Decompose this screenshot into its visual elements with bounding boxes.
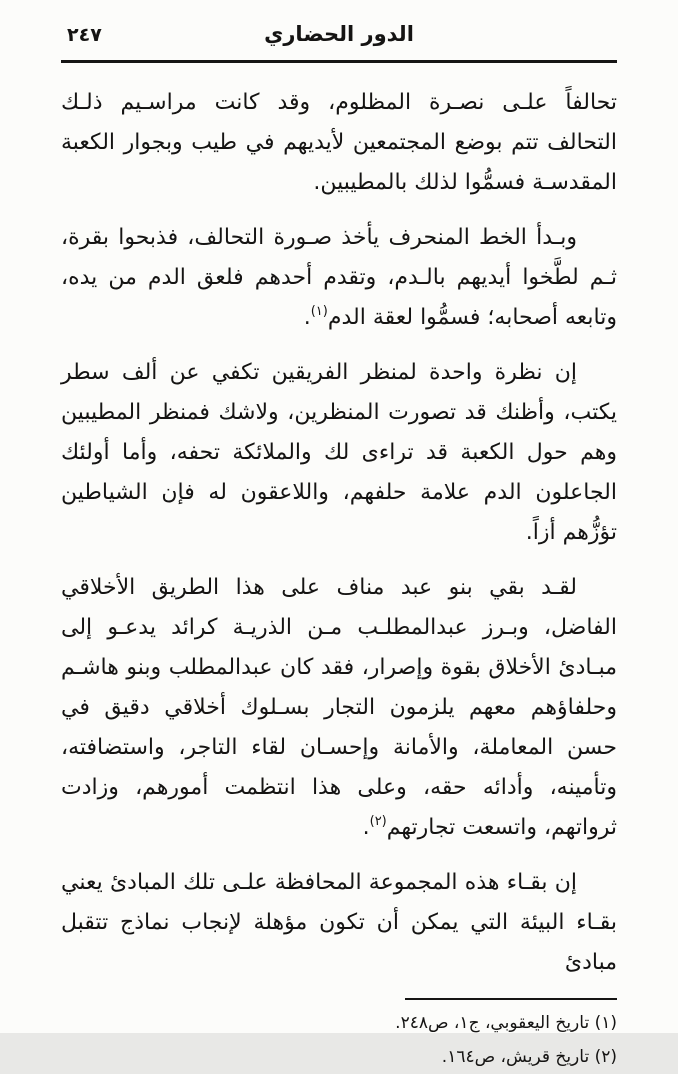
- footnote-marker-1: (١): [310, 304, 328, 319]
- paragraph-text: إن بقـاء هذه المجموعة المحافظة علـى تلك المبادئ يعني بقـاء البيئة التي يمكن أن تكون مؤهلة لإنجاب نماذج تتقبل مبادئ: [61, 870, 617, 975]
- page-number: ٢٤٧: [67, 24, 102, 46]
- body-paragraph: [61, 83, 617, 203]
- paragraph-tail: .: [303, 305, 311, 330]
- body-paragraph: [61, 218, 617, 338]
- footnote-separator-rule: [405, 998, 617, 1000]
- body-paragraph: [61, 568, 617, 848]
- paragraph-text: وبـدأ الخط المنحرف يأخذ صـورة التحالف، فذبحوا بقرة، ثـم لطَّخوا أيديهم بالـدم، وتقدم أحدهم فلعق الدم من يده، وتابعه أصحابه؛ فسمُّوا لعقة الدم: [61, 225, 617, 330]
- paragraph-text: تحالفاً علـى نصـرة المظلوم، وقد كانت مراسـيم ذلـك التحالف تتم بوضع المجتمعين لأيديهم في طيب وبجوار الكعبة المقدسـة فسمُّوا لذلك بالمطيبين.: [61, 90, 617, 195]
- body-paragraph: [61, 353, 617, 553]
- paragraph-text: لقـد بقي بنو عبد مناف على هذا الطريق الأخلاقي الفاضل، وبـرز عبدالمطلـب مـن الذريـة كرائد يدعـو إلى مبـادئ الأخلاق بقوة وإصرار، فقد كان عبدالمطلب وبنو هاشـم وحلفاؤهم معهم يلزمون التجار بسـلوك أخلاقي دقيق في حسن المعاملة، والأمانة وإحسـان لقاء التاجر، واستضافته، وتأمينه، وأدائه حقه، وعلى هذا انتظمت أمورهم، وزادت ثرواتهم، واتسعت تجارتهم: [61, 575, 617, 840]
- paragraph-tail: .: [362, 815, 370, 840]
- paragraph-text: إن نظرة واحدة لمنظر الفريقين تكفي عن ألف سطر يكتب، وأظنك قد تصورت المنظرين، ولاشك فمنظر المطيبين وهم حول الكعبة قد تراءى لك والملائكة تحفه، وأما أولئك الجاعلون الدم علامة حلفهم، واللاعقون له فإن الشياطين تؤزُّهم أزاً.: [61, 360, 617, 545]
- header-title: الدور الحضاري: [264, 22, 414, 46]
- footnotes-section: [61, 998, 617, 1074]
- body-paragraph: [61, 863, 617, 983]
- footnote-marker-2: (٢): [369, 814, 387, 829]
- footnote-item: (١) تاريخ اليعقوبي، ج١، ص٢٤٨.: [395, 1013, 617, 1033]
- page-header: [61, 0, 617, 63]
- footnote-item: (٢) تاريخ قريش، ص١٦٤.: [441, 1047, 617, 1067]
- body-text: [61, 83, 617, 983]
